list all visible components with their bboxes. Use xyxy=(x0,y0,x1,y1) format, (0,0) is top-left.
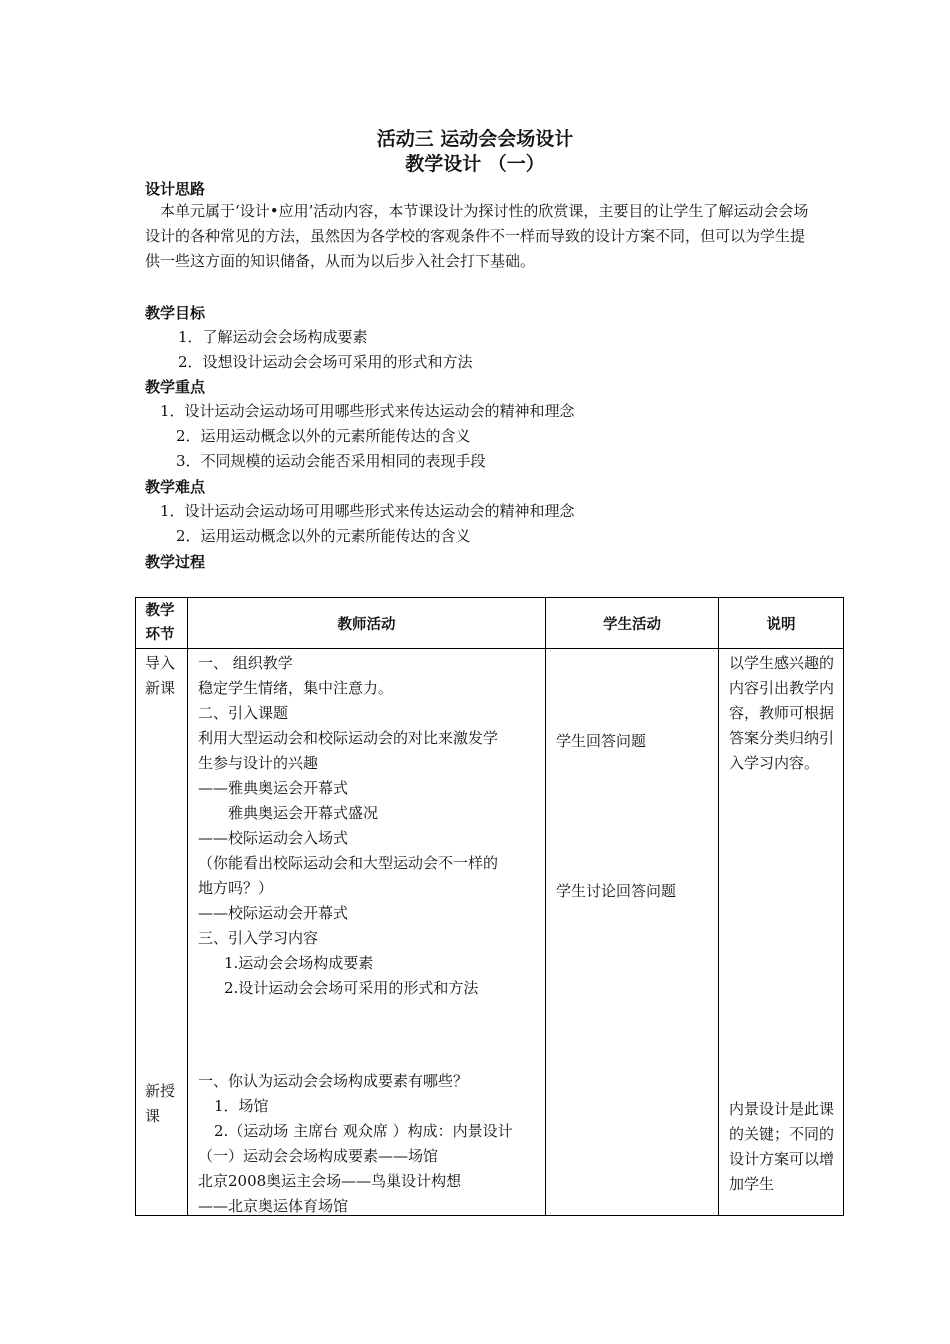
teacher-line: 一、你认为运动会会场构成要素有哪些？ xyxy=(198,1072,469,1090)
key-point-item: 1．设计运动会运动场可用哪些形式来传达运动会的精神和理念 xyxy=(160,402,575,420)
teacher-line: 二、引入课题 xyxy=(198,704,289,722)
teacher-line: 一、 组织教学 xyxy=(198,654,293,672)
key-points-heading: 教学重点 xyxy=(145,378,206,396)
difficulty-item: 1．设计运动会运动场可用哪些形式来传达运动会的精神和理念 xyxy=(160,502,575,520)
note-cell xyxy=(719,649,844,1216)
difficulty-item: 2．运用运动概念以外的元素所能传达的含义 xyxy=(176,527,471,545)
note-2: 内景设计是此课的关键；不同的设计方案可以增加学生 xyxy=(729,1100,835,1193)
stage-intro: 导入新课 xyxy=(145,654,176,697)
note-1: 以学生感兴趣的内容引出教学内容，教师可根据答案分类归纳引入学习内容。 xyxy=(729,654,835,772)
key-point-item: 2．运用运动概念以外的元素所能传达的含义 xyxy=(176,427,471,445)
header-teacher: 教师活动 xyxy=(188,598,546,649)
document-title: 活动三 运动会会场设计 xyxy=(376,128,574,150)
header-stage: 教学环节 xyxy=(136,598,188,649)
lesson-plan-table xyxy=(135,597,844,1216)
stage-cell xyxy=(136,649,188,1216)
teacher-line: ——北京奥运体育场馆 xyxy=(198,1197,349,1215)
teacher-line: 稳定学生情绪，集中注意力。 xyxy=(198,679,394,697)
student-activity-1: 学生回答问题 xyxy=(556,732,647,750)
student-activity-2: 学生讨论回答问题 xyxy=(556,882,677,900)
stage-new-lesson: 新授课 xyxy=(145,1082,176,1125)
teacher-line: （一）运动会会场构成要素——场馆 xyxy=(198,1147,439,1165)
teacher-line: 2.（运动场 主席台 观众席 ）构成：内景设计 xyxy=(214,1122,513,1140)
teacher-line: 生参与设计的兴趣 xyxy=(198,754,319,772)
goals-heading: 教学目标 xyxy=(145,304,206,322)
student-cell xyxy=(546,649,719,1216)
goal-item: 2．设想设计运动会会场可采用的形式和方法 xyxy=(178,353,473,371)
document-subtitle: 教学设计 （一） xyxy=(405,153,545,175)
teacher-line: ——校际运动会开幕式 xyxy=(198,904,349,922)
header-note: 说明 xyxy=(719,598,844,649)
teacher-line: 北京2008奥运主会场——鸟巢设计构想 xyxy=(198,1172,462,1190)
teacher-cell xyxy=(188,649,546,1216)
design-idea-heading: 设计思路 xyxy=(145,180,206,198)
teacher-line: ——雅典奥运会开幕式 xyxy=(198,779,349,797)
teacher-line: 利用大型运动会和校际运动会的对比来激发学 xyxy=(198,729,499,747)
key-point-item: 3．不同规模的运动会能否采用相同的表现手段 xyxy=(176,452,486,470)
teacher-line: （你能看出校际运动会和大型运动会不一样的 xyxy=(198,854,499,872)
header-student: 学生活动 xyxy=(546,598,719,649)
process-heading: 教学过程 xyxy=(145,553,206,571)
teacher-line: 雅典奥运会开幕式盛况 xyxy=(228,804,379,822)
goal-item: 1．了解运动会会场构成要素 xyxy=(178,328,368,346)
teacher-line: 三、引入学习内容 xyxy=(198,929,319,947)
teacher-line: 地方吗？） xyxy=(198,879,274,897)
teacher-line: ——校际运动会入场式 xyxy=(198,829,349,847)
design-idea-text: 本单元属于‘设计•应用’活动内容，本节课设计为探讨性的欣赏课，主要目的让学生了解运动会会场设计的各种常见的方法，虽然因为各学校的客观条件不一样而导致的设计方案不同，但可以为学生提供一些这方面的知识储备，从而为以后步入社会打下基础。 xyxy=(145,202,809,270)
table-row xyxy=(136,649,844,1216)
teacher-line: 1．场馆 xyxy=(214,1097,269,1115)
table-header-row xyxy=(136,598,844,649)
difficulties-heading: 教学难点 xyxy=(145,478,206,496)
teacher-line: 2.设计运动会会场可采用的形式和方法 xyxy=(224,979,479,997)
teacher-line: 1.运动会会场构成要素 xyxy=(224,954,374,972)
